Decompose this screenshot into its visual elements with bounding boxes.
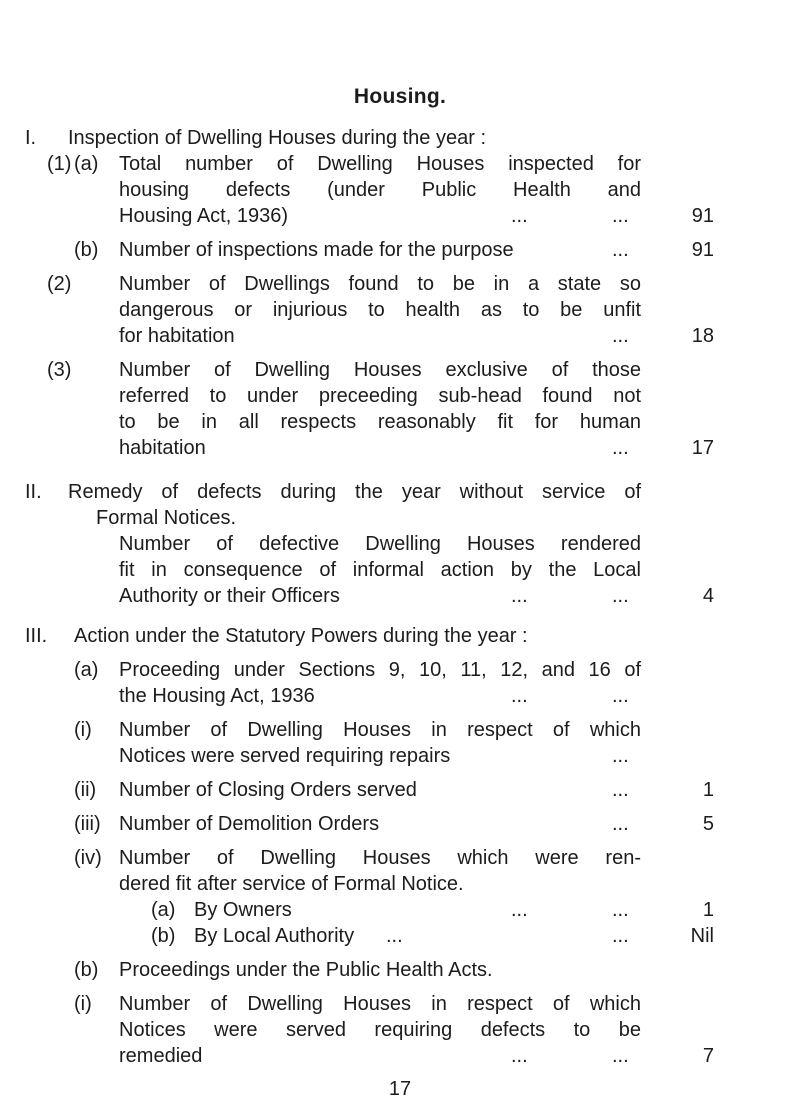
item-text-line: fit in consequence of informal action by the Local xyxy=(119,559,641,581)
item-value: 5 xyxy=(702,813,714,835)
page-title: Housing. xyxy=(353,85,447,108)
item-value: Nil xyxy=(690,925,714,947)
section-heading: Formal Notices. xyxy=(96,507,237,529)
item-label: (ii) xyxy=(74,779,97,801)
leader-dots: ... xyxy=(612,239,629,261)
item-text-line: Number of Dwelling Houses exclusive of those xyxy=(119,359,641,381)
item-label: (b) xyxy=(74,959,99,981)
sub-item-text: By Local Authority xyxy=(194,925,355,947)
section-number: III. xyxy=(25,625,48,647)
item-text-line: Authority or their Officers xyxy=(119,585,340,607)
section-heading: Action under the Statutory Powers during the year : xyxy=(74,625,528,647)
sub-item-label: (b) xyxy=(151,925,176,947)
sub-item-text: By Owners xyxy=(194,899,292,921)
leader-dots: ... xyxy=(386,925,403,947)
leader-dots: ... xyxy=(511,899,528,921)
item-text-line: Total number of Dwelling Houses inspected for xyxy=(119,153,641,175)
item-number: (1) xyxy=(47,153,72,175)
leader-dots: ... xyxy=(511,685,528,707)
item-text-line: Proceedings under the Public Health Acts. xyxy=(119,959,493,981)
item-text-line: Number of Dwelling Houses in respect of which xyxy=(119,719,641,741)
leader-dots: ... xyxy=(612,685,629,707)
item-text-line: Proceeding under Sections 9, 10, 11, 12, and 16 of xyxy=(119,659,641,681)
item-text-line: Number of Dwelling Houses which were ren- xyxy=(119,847,641,869)
item-text-line: housing defects (under Public Health and xyxy=(119,179,641,201)
item-text-line: Notices were served requiring repairs xyxy=(119,745,451,767)
item-text-line: Notices were served requiring defects to be xyxy=(119,1019,641,1041)
leader-dots: ... xyxy=(612,325,629,347)
item-value: 18 xyxy=(691,325,714,347)
leader-dots: ... xyxy=(511,585,528,607)
leader-dots: ... xyxy=(511,205,528,227)
item-number: (2) xyxy=(47,273,72,295)
sub-item-label: (a) xyxy=(151,899,176,921)
section-number: I. xyxy=(25,127,37,149)
leader-dots: ... xyxy=(612,745,629,767)
item-value: 91 xyxy=(691,205,714,227)
item-text-line: the Housing Act, 1936 xyxy=(119,685,315,707)
item-text-line: for habitation xyxy=(119,325,235,347)
leader-dots: ... xyxy=(612,779,629,801)
item-text-line: remedied xyxy=(119,1045,203,1067)
item-label: (a) xyxy=(74,153,99,175)
item-value: 7 xyxy=(702,1045,714,1067)
item-text-line: Number of defective Dwelling Houses rendered xyxy=(119,533,641,555)
item-value: 4 xyxy=(702,585,714,607)
section-heading: Remedy of defects during the year without service of xyxy=(68,481,641,503)
item-label: (b) xyxy=(74,239,99,261)
item-text-line: Number of Demolition Orders xyxy=(119,813,380,835)
item-label: (iii) xyxy=(74,813,101,835)
item-value: 91 xyxy=(691,239,714,261)
item-value: 17 xyxy=(691,437,714,459)
item-value: 1 xyxy=(702,779,714,801)
item-label: (a) xyxy=(74,659,99,681)
page-number: 17 xyxy=(388,1078,412,1100)
item-text-line: habitation xyxy=(119,437,206,459)
item-text-line: to be in all respects reasonably fit for human xyxy=(119,411,641,433)
leader-dots: ... xyxy=(511,1045,528,1067)
section-heading: Inspection of Dwelling Houses during the year : xyxy=(68,127,487,149)
item-text-line: dered fit after service of Formal Notice. xyxy=(119,873,464,895)
item-label: (i) xyxy=(74,993,92,1015)
item-text-line: dangerous or injurious to health as to be unfit xyxy=(119,299,641,321)
item-text-line: Number of Dwellings found to be in a state so xyxy=(119,273,641,295)
item-text-line: Number of inspections made for the purpose xyxy=(119,239,514,261)
item-text-line: Housing Act, 1936) xyxy=(119,205,288,227)
item-label: (i) xyxy=(74,719,92,741)
leader-dots: ... xyxy=(612,585,629,607)
leader-dots: ... xyxy=(612,899,629,921)
item-text-line: Number of Dwelling Houses in respect of which xyxy=(119,993,641,1015)
item-number: (3) xyxy=(47,359,72,381)
leader-dots: ... xyxy=(612,205,629,227)
item-text-line: Number of Closing Orders served xyxy=(119,779,417,801)
leader-dots: ... xyxy=(612,925,629,947)
leader-dots: ... xyxy=(612,1045,629,1067)
section-number: II. xyxy=(25,481,42,503)
leader-dots: ... xyxy=(612,437,629,459)
item-value: 1 xyxy=(702,899,714,921)
leader-dots: ... xyxy=(612,813,629,835)
item-text-line: referred to under preceeding sub-head found not xyxy=(119,385,641,407)
item-label: (iv) xyxy=(74,847,102,869)
